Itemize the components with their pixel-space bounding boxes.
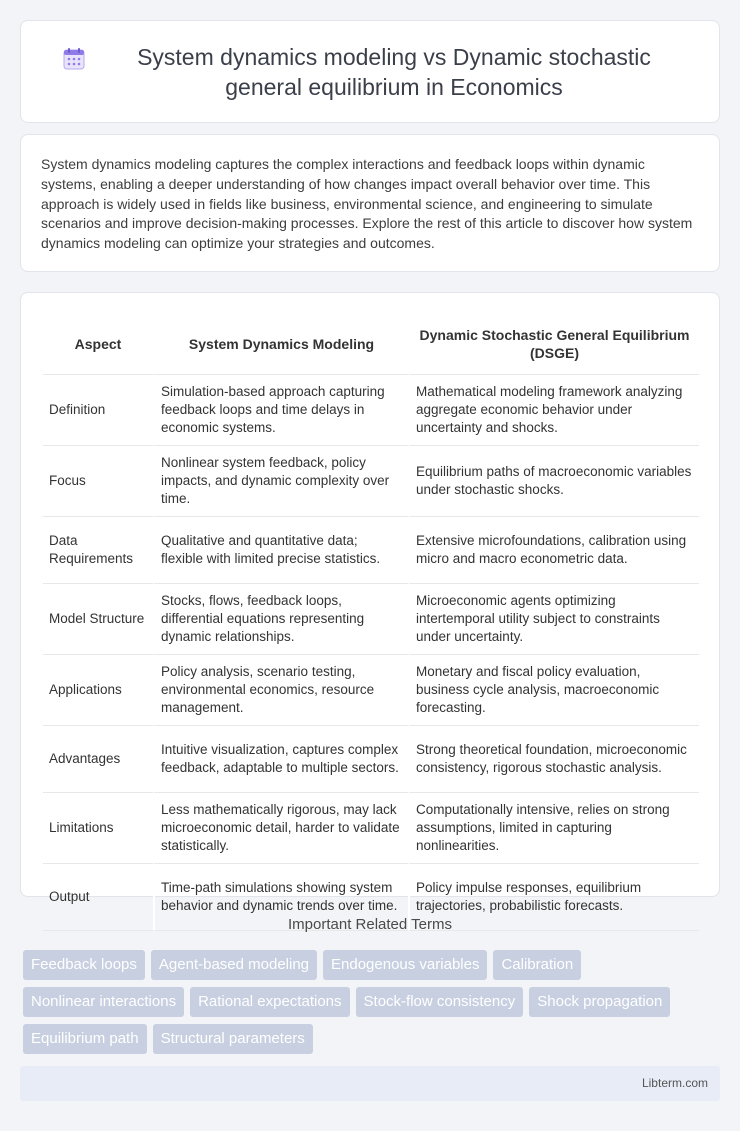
related-terms-title: Important Related Terms bbox=[288, 916, 452, 933]
cell-aspect: Definition bbox=[43, 375, 153, 446]
related-term-tag[interactable]: Nonlinear interactions bbox=[23, 987, 184, 1017]
cell-aspect: Data Requirements bbox=[43, 517, 153, 584]
intro-paragraph: System dynamics modeling captures the complex interactions and feedback loops within dynamic systems, enabling a deeper understanding of how changes impact overall behavior over time. This approach is widely used in fields like business, environmental science, and engineering to simulate scenarios and improve decision-making processes. Explore the rest of this article to discover how system dynamics modeling can optimize your strategies and outcomes. bbox=[41, 156, 693, 252]
table-header-row bbox=[43, 313, 699, 375]
cell-system-dynamics: Nonlinear system feedback, policy impacts, and dynamic complexity over time. bbox=[153, 446, 408, 517]
related-terms-list bbox=[23, 950, 723, 1054]
related-term-tag[interactable]: Shock propagation bbox=[529, 987, 670, 1017]
footer bbox=[20, 1066, 720, 1101]
related-term-tag[interactable]: Feedback loops bbox=[23, 950, 145, 980]
related-term-tag[interactable]: Structural parameters bbox=[153, 1024, 313, 1054]
title-wrap bbox=[61, 42, 679, 102]
cell-system-dynamics: Less mathematically rigorous, may lack microeconomic detail, harder to validate statistically. bbox=[153, 793, 408, 864]
cell-aspect: Model Structure bbox=[43, 584, 153, 655]
cell-dsge: Equilibrium paths of macroeconomic variables under stochastic shocks. bbox=[408, 446, 699, 517]
related-term-tag[interactable]: Endogenous variables bbox=[323, 950, 487, 980]
cell-dsge: Policy impulse responses, equilibrium trajectories, probabilistic forecasts. bbox=[408, 864, 699, 931]
cell-system-dynamics: Simulation-based approach capturing feedback loops and time delays in economic systems. bbox=[153, 375, 408, 446]
cell-system-dynamics: Qualitative and quantitative data; flexible with limited precise statistics. bbox=[153, 517, 408, 584]
cell-system-dynamics: Stocks, flows, feedback loops, differential equations representing dynamic relationships. bbox=[153, 584, 408, 655]
cell-aspect: Focus bbox=[43, 446, 153, 517]
cell-dsge: Mathematical modeling framework analyzing aggregate economic behavior under uncertainty and shocks. bbox=[408, 375, 699, 446]
related-term-tag[interactable]: Stock-flow consistency bbox=[356, 987, 524, 1017]
cell-aspect: Limitations bbox=[43, 793, 153, 864]
cell-dsge: Computationally intensive, relies on strong assumptions, limited in capturing nonlinearities. bbox=[408, 793, 699, 864]
title-card bbox=[20, 20, 720, 123]
table-row bbox=[43, 726, 699, 793]
table-row bbox=[43, 793, 699, 864]
header-aspect: Aspect bbox=[43, 313, 153, 375]
table-body bbox=[43, 375, 699, 931]
related-term-tag[interactable]: Rational expectations bbox=[190, 987, 349, 1017]
cell-dsge: Microeconomic agents optimizing intertemporal utility subject to constraints under uncertainty. bbox=[408, 584, 699, 655]
related-term-tag[interactable]: Calibration bbox=[493, 950, 581, 980]
table-row bbox=[43, 655, 699, 726]
footer-site-link[interactable]: Libterm.com bbox=[641, 1076, 708, 1090]
table-row bbox=[43, 375, 699, 446]
comparison-table bbox=[43, 313, 699, 931]
header-dsge: Dynamic Stochastic General Equilibrium (DSGE) bbox=[408, 313, 699, 375]
intro-card bbox=[20, 134, 720, 272]
cell-system-dynamics: Intuitive visualization, captures complex feedback, adaptable to multiple sectors. bbox=[153, 726, 408, 793]
comparison-card bbox=[20, 292, 720, 913]
cell-system-dynamics: Time-path simulations showing system behavior and dynamic trends over time. bbox=[153, 864, 408, 931]
header-system-dynamics: System Dynamics Modeling bbox=[153, 313, 408, 375]
related-term-tag[interactable]: Agent-based modeling bbox=[151, 950, 317, 980]
calendar-icon bbox=[61, 46, 87, 72]
table-row bbox=[43, 446, 699, 517]
cell-dsge: Strong theoretical foundation, microeconomic consistency, rigorous stochastic analysis. bbox=[408, 726, 699, 793]
cell-dsge: Extensive microfoundations, calibration using micro and macro econometric data. bbox=[408, 517, 699, 584]
table-row bbox=[43, 517, 699, 584]
cell-system-dynamics: Policy analysis, scenario testing, environmental economics, resource management. bbox=[153, 655, 408, 726]
related-term-tag[interactable]: Equilibrium path bbox=[23, 1024, 147, 1054]
page-title: System dynamics modeling vs Dynamic stochastic general equilibrium in Economics bbox=[137, 43, 651, 100]
cell-aspect: Applications bbox=[43, 655, 153, 726]
cell-dsge: Monetary and fiscal policy evaluation, business cycle analysis, macroeconomic forecasting. bbox=[408, 655, 699, 726]
cell-aspect: Output bbox=[43, 864, 153, 931]
cell-aspect: Advantages bbox=[43, 726, 153, 793]
table-row bbox=[43, 584, 699, 655]
